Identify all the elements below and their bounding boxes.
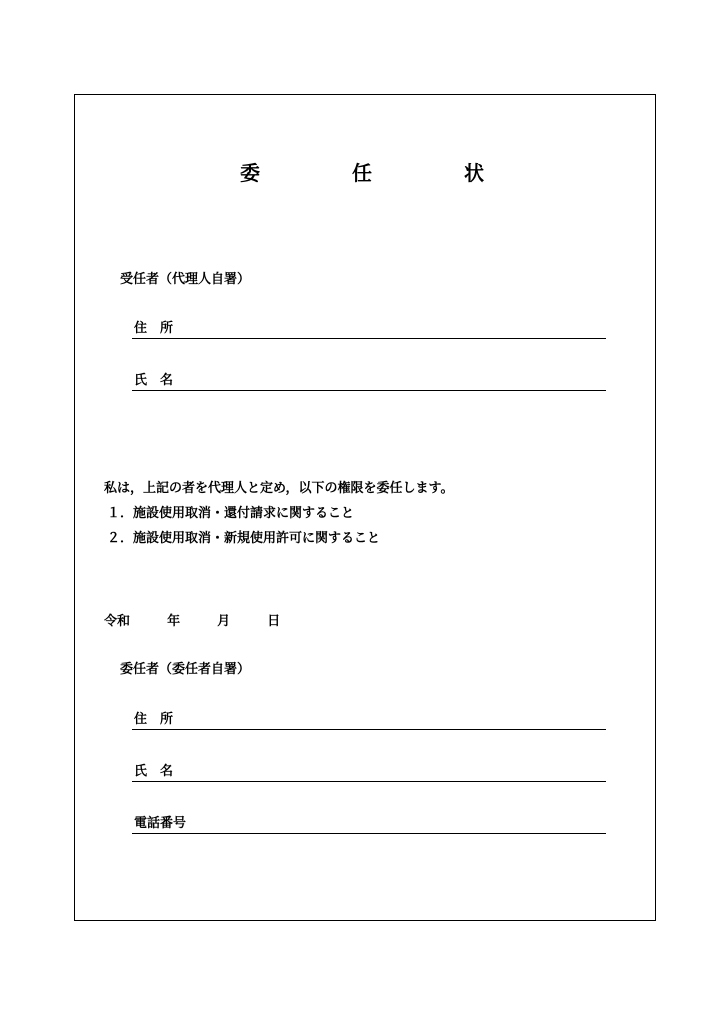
statement-item-2: ２．施設使用取消・新規使用許可に関すること xyxy=(107,531,381,546)
date-era: 令和 xyxy=(104,614,131,629)
statement-intro: 私は，上記の者を代理人と定め，以下の権限を委任します。 xyxy=(104,481,454,496)
date-month: 月 xyxy=(217,614,231,629)
principal-phone-field[interactable] xyxy=(132,816,606,834)
delegate-name-label: 氏 名 xyxy=(134,373,174,388)
principal-heading: 委任者（委任者自署） xyxy=(120,662,251,677)
principal-address-label: 住 所 xyxy=(134,712,174,727)
statement-item-1: １．施設使用取消・還付請求に関すること xyxy=(107,506,355,521)
date-year: 年 xyxy=(167,614,181,629)
delegate-address-label: 住 所 xyxy=(134,321,174,336)
principal-address-field[interactable] xyxy=(132,712,606,730)
delegate-address-field[interactable] xyxy=(132,321,606,339)
delegate-heading: 受任者（代理人自署） xyxy=(120,272,251,287)
principal-name-label: 氏 名 xyxy=(134,764,174,779)
delegate-name-field[interactable] xyxy=(132,373,606,391)
date-row xyxy=(104,610,280,629)
date-day: 日 xyxy=(267,614,281,629)
principal-name-field[interactable] xyxy=(132,764,606,782)
principal-phone-label: 電話番号 xyxy=(134,816,187,831)
document-title: 委 任 状 xyxy=(240,161,520,185)
